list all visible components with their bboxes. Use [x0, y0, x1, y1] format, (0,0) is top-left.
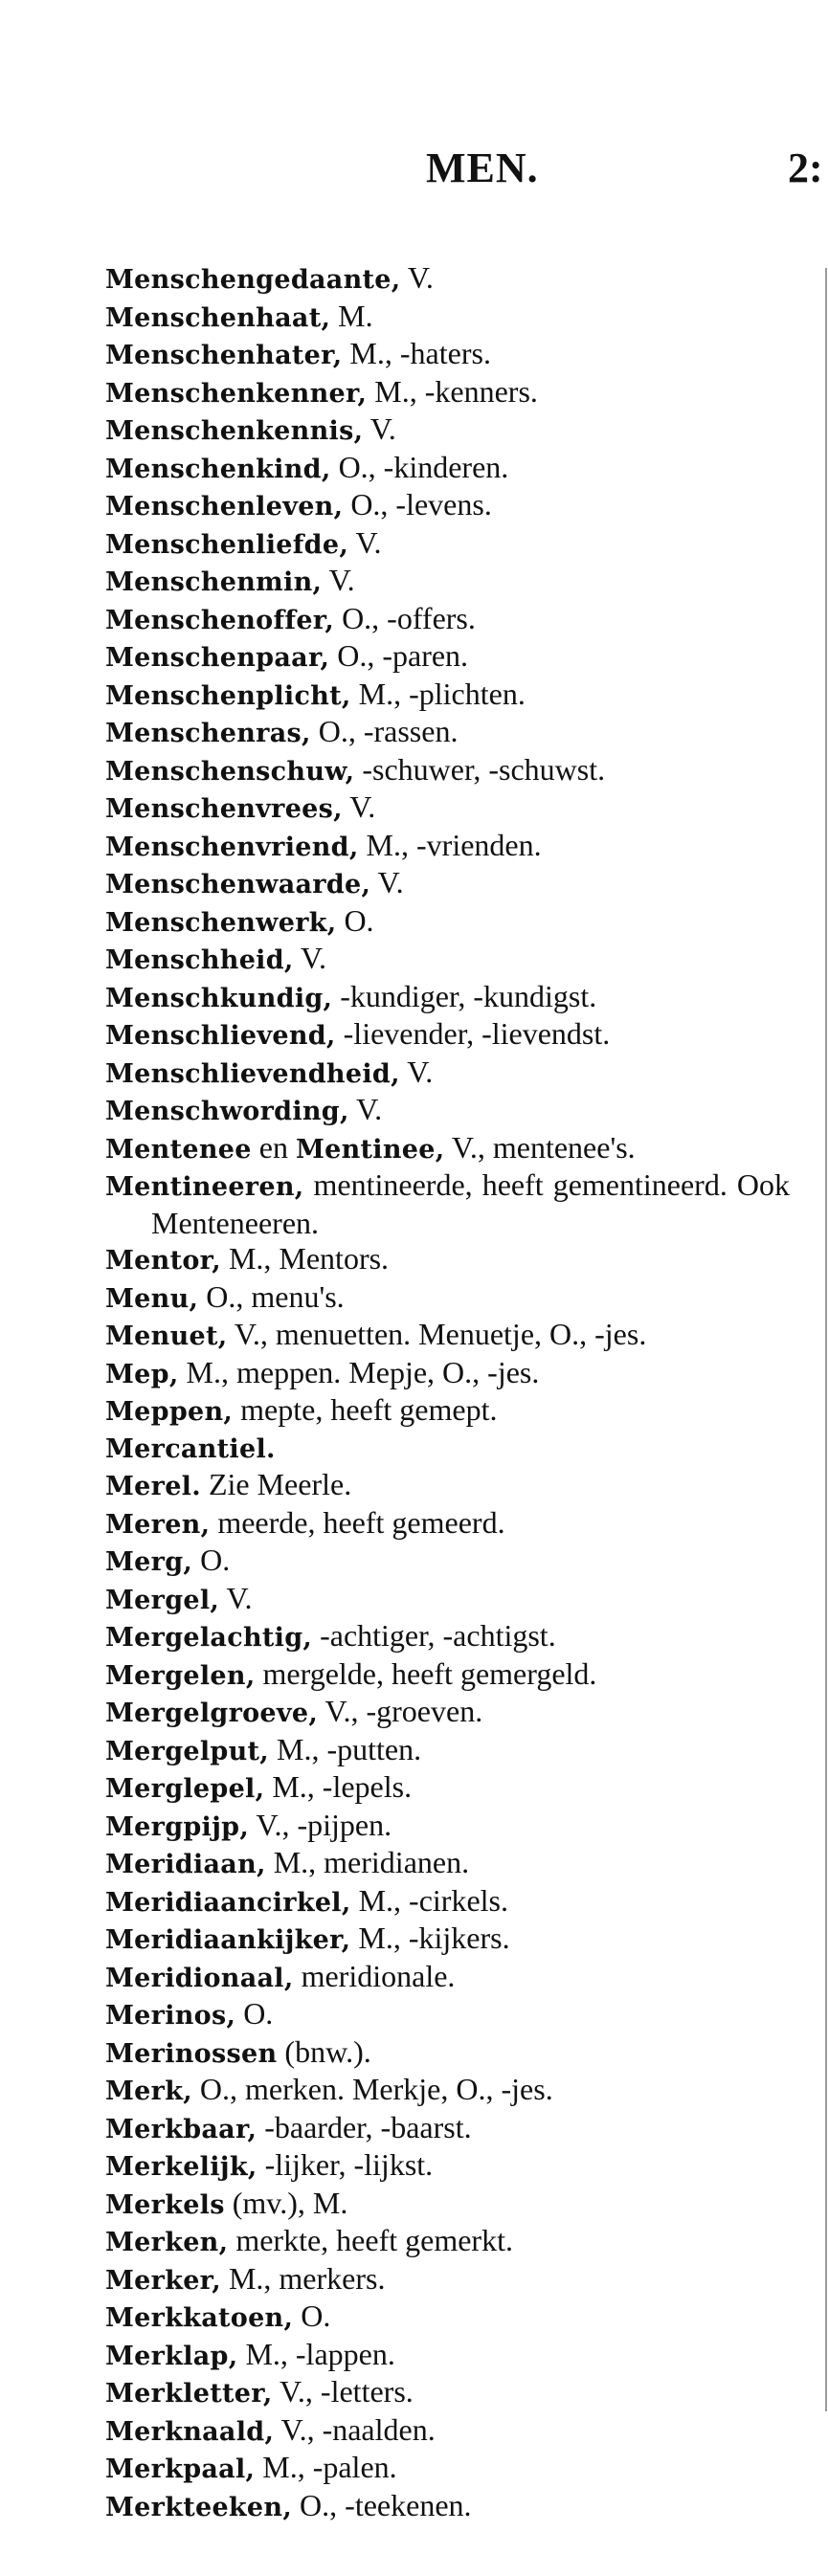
dictionary-entry — [105, 789, 790, 828]
entry-headword: Merk, — [105, 2076, 192, 2106]
entry-definition: M., -lepels. — [264, 1769, 413, 1804]
entry-definition: V., -naalden. — [274, 2411, 436, 2447]
entry-definition: O., -rassen. — [310, 714, 459, 748]
entry-definition: O., -kinderen. — [330, 449, 509, 484]
dictionary-entry — [105, 1092, 790, 1130]
entry-definition: V. — [348, 524, 382, 560]
dictionary-entry — [105, 1505, 790, 1543]
entry-headword: Mentenee — [105, 1134, 252, 1165]
entry-definition: V. — [322, 563, 355, 597]
entry-headword: Merkkatoen, — [105, 2303, 294, 2333]
dictionary-entry — [105, 1241, 790, 1279]
entry-definition: (mv.), M. — [224, 2185, 348, 2220]
entry-definition: O., merken. Merkje, O., -jes. — [191, 2072, 553, 2106]
dictionary-entry — [105, 2034, 790, 2073]
entry-definition: V., mentenee's. — [444, 1129, 636, 1165]
entry-headword: Mentineeren, — [105, 1172, 304, 1202]
entry-headword: Menschwording, — [105, 1097, 349, 1126]
entry-headword: Menschenvriend, — [105, 832, 359, 862]
entry-definition: M., merkers. — [220, 2260, 386, 2296]
entry-definition: mepte, heeft gemept. — [233, 1392, 498, 1427]
dictionary-entry — [105, 2374, 790, 2412]
entry-definition: O., -levens. — [343, 487, 492, 522]
dictionary-entry — [105, 714, 790, 752]
entry-headword: Menschenschuw, — [105, 756, 355, 787]
entry-headword: Merkletter, — [105, 2379, 273, 2409]
entry-definition: V. — [348, 1092, 383, 1126]
entry-headword: Merinos, — [105, 2001, 236, 2031]
dictionary-entry — [105, 1808, 790, 1846]
dictionary-entry — [105, 2261, 790, 2299]
entry-definition: O., -teekenen. — [292, 2487, 472, 2522]
entry-headword: Merker, — [105, 2265, 221, 2296]
entry-headword: Menschenleven, — [105, 492, 344, 522]
entry-headword: Meppen, — [105, 1397, 234, 1427]
dictionary-entry — [105, 1883, 790, 1921]
dictionary-entry — [105, 1769, 790, 1808]
entry-headword: Mergelgroeve, — [105, 1699, 319, 1728]
entry-definition: mergelde, heeft gemergeld. — [255, 1655, 597, 1691]
entry-headword: Merklap, — [105, 2341, 238, 2371]
entry-definition: V. — [342, 789, 376, 824]
dictionary-entry — [105, 2147, 790, 2186]
dictionary-entry — [105, 487, 790, 525]
entry-definition: M., -plichten. — [350, 676, 526, 711]
dictionary-entry — [105, 299, 790, 337]
entry-definition: V. — [370, 865, 404, 899]
entry-headword: Menschenwerk, — [105, 907, 337, 938]
entry-definition: Zie Meerle. — [200, 1467, 352, 1501]
page-header — [0, 144, 828, 201]
entry-definition: merkte, heeft gemerkt. — [228, 2223, 513, 2257]
entry-headword: Meridiaancirkel, — [105, 1887, 351, 1918]
entry-headword: Menschkundig, — [105, 983, 333, 1013]
entry-definition: -baarder, -baarst. — [257, 2109, 472, 2144]
dictionary-entry — [105, 1392, 790, 1431]
dictionary-entry — [105, 1618, 790, 1656]
dictionary-entry — [105, 2488, 790, 2526]
dictionary-entry — [105, 1431, 790, 1468]
dictionary-entry — [105, 941, 790, 979]
dictionary-entry — [105, 336, 790, 374]
dictionary-entry — [105, 1656, 790, 1695]
entry-headword: Merkpaal, — [105, 2454, 256, 2484]
dictionary-entry — [105, 1467, 790, 1505]
entry-definition: O. — [192, 1543, 231, 1577]
entry-headword: Menschenplicht, — [105, 680, 351, 711]
dictionary-entry — [105, 1921, 790, 1959]
entry-definition: M., -palen. — [255, 2450, 397, 2484]
entry-definition: V., -pijpen. — [249, 1807, 392, 1842]
entry-definition: O. — [336, 902, 374, 938]
entry-headword: Merel. — [105, 1472, 201, 1501]
entry-definition: M., -kenners. — [367, 373, 538, 409]
dictionary-entry — [105, 2110, 790, 2148]
entry-headword: Merinossen — [105, 2038, 278, 2069]
dictionary-entry — [105, 525, 790, 564]
entry-headword: Meridionaal, — [105, 1963, 294, 1993]
entry-definition: O. — [235, 1996, 274, 2031]
dictionary-entry — [105, 1996, 790, 2034]
dictionary-entry — [105, 2412, 790, 2451]
entry-headword: Menschenkind, — [105, 454, 331, 484]
entry-definition: M. — [330, 298, 373, 333]
dictionary-entry — [105, 979, 790, 1017]
entry-definition: -achtiger, -achtigst. — [312, 1618, 556, 1653]
column-rule — [825, 268, 827, 2411]
entry-headword: Menschenhater, — [105, 341, 343, 370]
entry-headword: Menschlievend, — [105, 1021, 336, 1051]
entry-definition: (bnw.). — [277, 2033, 371, 2069]
entry-headword: Mep, — [105, 1359, 179, 1389]
dictionary-entry — [105, 1016, 790, 1055]
entry-definition: V., -groeven. — [318, 1694, 483, 1728]
dictionary-entry — [105, 1845, 790, 1883]
dictionary-entry — [105, 374, 790, 412]
dictionary-entry — [105, 601, 790, 639]
entry-definition: -lievender, -lievendst. — [335, 1016, 611, 1051]
dictionary-entry — [105, 1732, 790, 1770]
entry-headword: Menschenmin, — [105, 567, 323, 597]
entry-headword: Menschenras, — [105, 719, 311, 748]
dictionary-entry — [105, 1543, 790, 1581]
entry-definition: V. — [400, 260, 434, 295]
dictionary-entry — [105, 1959, 790, 1997]
entry-headword: Menschenliefde, — [105, 529, 349, 560]
entry-headword: Merkels — [105, 2189, 225, 2220]
dictionary-entry — [105, 450, 790, 488]
dictionary-entry — [105, 260, 790, 299]
entry-headword: Merken, — [105, 2228, 229, 2257]
page-number: 2: — [788, 144, 823, 191]
entry-headword: Meridiaankijker, — [105, 1925, 351, 1955]
entry-definition: M., meridianen. — [265, 1845, 470, 1879]
entry-headword: Merkelijk, — [105, 2152, 257, 2182]
entry-headword: Merkbaar, — [105, 2114, 257, 2144]
entry-headword: Meren, — [105, 1509, 211, 1540]
dictionary-entry — [105, 752, 790, 790]
entry-headword: Menschenkenner, — [105, 378, 368, 409]
entry-definition: V. — [293, 941, 327, 975]
dictionary-entry — [105, 1279, 790, 1318]
entry-headword: Menschengedaante, — [105, 265, 401, 295]
entry-definition: -kundiger, -kundigst. — [332, 978, 597, 1013]
entry-definition: M., -cirkels. — [350, 1882, 508, 1918]
entry-definition: M., -lappen. — [237, 2336, 395, 2371]
dictionary-entry — [105, 2450, 790, 2488]
entry-headword: Menschenvrees, — [105, 794, 343, 824]
entry-headword: Menschenkennis, — [105, 416, 364, 446]
entry-definition: O. — [293, 2298, 331, 2333]
entry-definition: O., -offers. — [334, 600, 476, 635]
entry-definition: V. — [219, 1580, 253, 1615]
dictionary-entry — [105, 2298, 790, 2337]
entry-definition: -schuwer, -schuwst. — [354, 751, 606, 787]
entry-definition: meridionale. — [293, 1958, 456, 1993]
entry-headword: Menschenpaar, — [105, 643, 330, 673]
entry-headword: Mergpijp, — [105, 1811, 250, 1842]
entry-headword: Mergel, — [105, 1585, 220, 1615]
entry-headword-variant: Mentinee, — [295, 1134, 445, 1165]
dictionary-entry — [105, 1055, 790, 1093]
dictionary-entry — [105, 828, 790, 866]
entry-definition: M., Mentors. — [220, 1241, 390, 1276]
entry-headword: Merglepel, — [105, 1774, 265, 1804]
dictionary-entry-list — [105, 260, 790, 2525]
entry-definition: M., -putten. — [269, 1731, 422, 1766]
entry-definition: mentineerde, heeft gementineerd. Ook Menteneeren. — [151, 1167, 790, 1240]
entry-definition: M., -kijkers. — [350, 1921, 510, 1955]
entry-headword: Merkteeken, — [105, 2492, 293, 2522]
dictionary-entry — [105, 1130, 790, 1168]
entry-definition: V., -letters. — [272, 2374, 414, 2409]
dictionary-entry — [105, 2186, 790, 2224]
dictionary-entry — [105, 2223, 790, 2261]
entry-definition: M., meppen. Mepje, O., -jes. — [178, 1354, 540, 1389]
dictionary-entry — [105, 2337, 790, 2375]
entry-definition: V. — [363, 411, 396, 446]
entry-headword: Mergelachtig, — [105, 1623, 313, 1653]
entry-definition: O., menu's. — [198, 1278, 345, 1314]
dictionary-entry — [105, 903, 790, 942]
page-heading: MEN. — [426, 144, 539, 191]
entry-headword: Mergelput, — [105, 1736, 269, 1766]
entry-headword: Menschenoffer, — [105, 605, 335, 635]
entry-definition: V., menuetten. Menuetje, O., -jes. — [227, 1317, 647, 1351]
dictionary-entry — [105, 411, 790, 450]
entry-definition: M., -vrienden. — [358, 827, 542, 862]
entry-headword: Meridiaan, — [105, 1850, 266, 1879]
entry-definition: -lijker, -lijkst. — [257, 2147, 434, 2182]
entry-headword: Menschlievendheid, — [105, 1058, 400, 1089]
dictionary-entry — [105, 2072, 790, 2110]
entry-headword: Menschheid, — [105, 945, 294, 975]
entry-headword: Merg, — [105, 1547, 193, 1577]
entry-headword: Mentor, — [105, 1246, 221, 1276]
dictionary-entry — [105, 1167, 790, 1241]
entry-headword: Mercantiel. — [105, 1433, 276, 1464]
dictionary-entry — [105, 677, 790, 715]
entry-headword: Menu, — [105, 1283, 199, 1314]
entry-headword: Menuet, — [105, 1321, 228, 1351]
dictionary-entry — [105, 1317, 790, 1355]
entry-definition: en — [251, 1129, 296, 1165]
entry-definition: M., -haters. — [342, 336, 491, 370]
entry-definition: O., -paren. — [329, 638, 469, 673]
dictionary-entry — [105, 638, 790, 677]
dictionary-entry — [105, 563, 790, 601]
entry-headword: Mergelen, — [105, 1660, 256, 1691]
dictionary-entry — [105, 1581, 790, 1619]
dictionary-entry — [105, 1355, 790, 1393]
entry-definition: V. — [399, 1054, 434, 1089]
entry-headword: Menschenhaat, — [105, 302, 331, 333]
dictionary-entry — [105, 1694, 790, 1732]
entry-headword: Merknaald, — [105, 2416, 275, 2447]
entry-headword: Menschenwaarde, — [105, 870, 371, 899]
dictionary-entry — [105, 865, 790, 903]
entry-definition: meerde, heeft gemeerd. — [210, 1504, 505, 1540]
